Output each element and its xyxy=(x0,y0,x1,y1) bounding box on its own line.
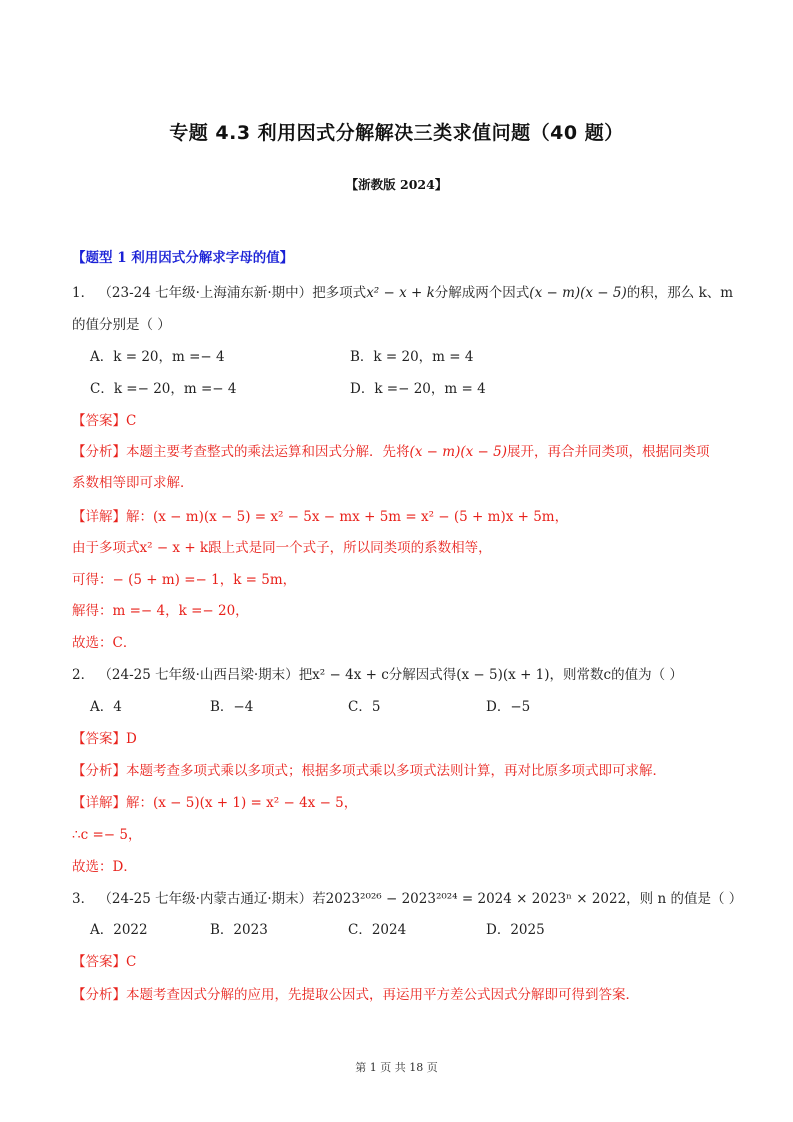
q1-option-b: B．k = 20，m = 4 xyxy=(350,349,474,365)
q2-stem xyxy=(72,665,683,685)
q1-analysis-b: 展开，再合并同类项，根据同类项 xyxy=(506,444,710,460)
q1-analysis-line2: 系数相等即可求解． xyxy=(72,475,194,491)
q3-option-d: D．2025 xyxy=(486,922,545,938)
page-title: 专题 4.3 利用因式分解解决三类求值问题（40 题） xyxy=(169,122,624,144)
q1-stem-c: 的积，那么 k、m xyxy=(626,285,734,301)
q2-detail-3: 故选：D． xyxy=(72,859,137,875)
q3-analysis xyxy=(72,985,639,1005)
q1-detail-2: 由于多项式x² − x + k跟上式是同一个式子，所以同类项的系数相等， xyxy=(72,540,492,556)
q3-analysis-label: 【分析】 xyxy=(72,987,126,1003)
q1-poly: x² − x + k xyxy=(366,285,435,301)
q3-source: （24-25 七年级·内蒙古通辽·期末） xyxy=(98,891,313,907)
q2-option-d: D．−5 xyxy=(486,699,531,715)
q1-factors: (x − m)(x − 5) xyxy=(529,285,627,301)
q1-analysis-a: 本题主要考查整式的乘法运算和因式分解．先将 xyxy=(126,444,410,460)
q1-option-c: C．k =− 20，m =− 4 xyxy=(90,381,237,397)
q2-detail-1 xyxy=(72,793,357,813)
q1-detail-4: 解得：m =− 4，k =− 20， xyxy=(72,603,249,619)
q3-stem xyxy=(72,889,742,909)
q3-option-c: C．2024 xyxy=(348,922,407,938)
q1-analysis-label: 【分析】 xyxy=(72,444,126,460)
q1-answer: 【答案】C xyxy=(72,413,137,429)
q2-answer: 【答案】D xyxy=(72,731,137,747)
q3-option-b: B．2023 xyxy=(210,922,268,938)
q1-source: （23-24 七年级·上海浦东新·期中） xyxy=(98,285,313,301)
q1-detail-3: 可得：− (5 + m) =− 1，k = 5m， xyxy=(72,572,297,588)
q1-analysis-expr: (x − m)(x − 5) xyxy=(409,444,507,460)
q1-analysis xyxy=(72,442,709,462)
q2-source: （24-25 七年级·山西吕梁·期末） xyxy=(98,667,299,683)
q3-stem-text: 若2023²⁰²⁶ − 2023²⁰²⁴ = 2024 × 2023ⁿ × 2022，则 n 的值是（ ） xyxy=(312,891,743,907)
q1-detail-1 xyxy=(72,507,568,527)
q2-analysis xyxy=(72,761,666,781)
q1-stem-a: 把多项式 xyxy=(312,285,367,301)
q1-detail-5: 故选：C． xyxy=(72,635,137,651)
q1-stem-line2: 的值分别是（ ） xyxy=(72,317,171,333)
q3-option-a: A．2022 xyxy=(90,922,148,938)
q1-stem-b: 分解成两个因式 xyxy=(434,285,530,301)
page-subtitle: 【浙教版 2024】 xyxy=(345,177,448,192)
q2-number: 2． xyxy=(72,667,95,683)
q2-detail-label: 【详解】 xyxy=(72,795,126,811)
q3-answer: 【答案】C xyxy=(72,954,137,970)
section-heading: 【题型 1 利用因式分解求字母的值】 xyxy=(72,250,294,266)
q2-detail-2: ∴c =− 5， xyxy=(72,827,142,843)
q1-detail-text-1: 解：(x − m)(x − 5) = x² − 5x − mx + 5m = x² − (5 + m)x + 5m， xyxy=(126,509,569,525)
page-footer: 第 1 页 共 18 页 xyxy=(355,1061,438,1074)
q1-option-d: D．k =− 20，m = 4 xyxy=(350,381,486,397)
q2-detail-text-1: 解：(x − 5)(x + 1) = x² − 4x − 5， xyxy=(126,795,358,811)
q2-option-a: A．4 xyxy=(90,699,122,715)
q2-analysis-label: 【分析】 xyxy=(72,763,126,779)
q2-analysis-text: 本题考查多项式乘以多项式；根据多项式乘以多项式法则计算，再对比原多项式即可求解． xyxy=(126,763,666,779)
q2-stem-text: 把x² − 4x + c分解因式得(x − 5)(x + 1)，则常数c的值为（ ） xyxy=(298,667,683,683)
q3-analysis-text: 本题考查因式分解的应用，先提取公因式，再运用平方差公式因式分解即可得到答案． xyxy=(126,987,639,1003)
q3-number: 3． xyxy=(72,891,95,907)
q2-option-c: C．5 xyxy=(348,699,381,715)
q2-option-b: B．−4 xyxy=(210,699,254,715)
q1-stem xyxy=(72,283,733,303)
q1-number: 1． xyxy=(72,285,95,301)
q1-option-a: A．k = 20，m =− 4 xyxy=(90,349,225,365)
q1-detail-label: 【详解】 xyxy=(72,509,126,525)
